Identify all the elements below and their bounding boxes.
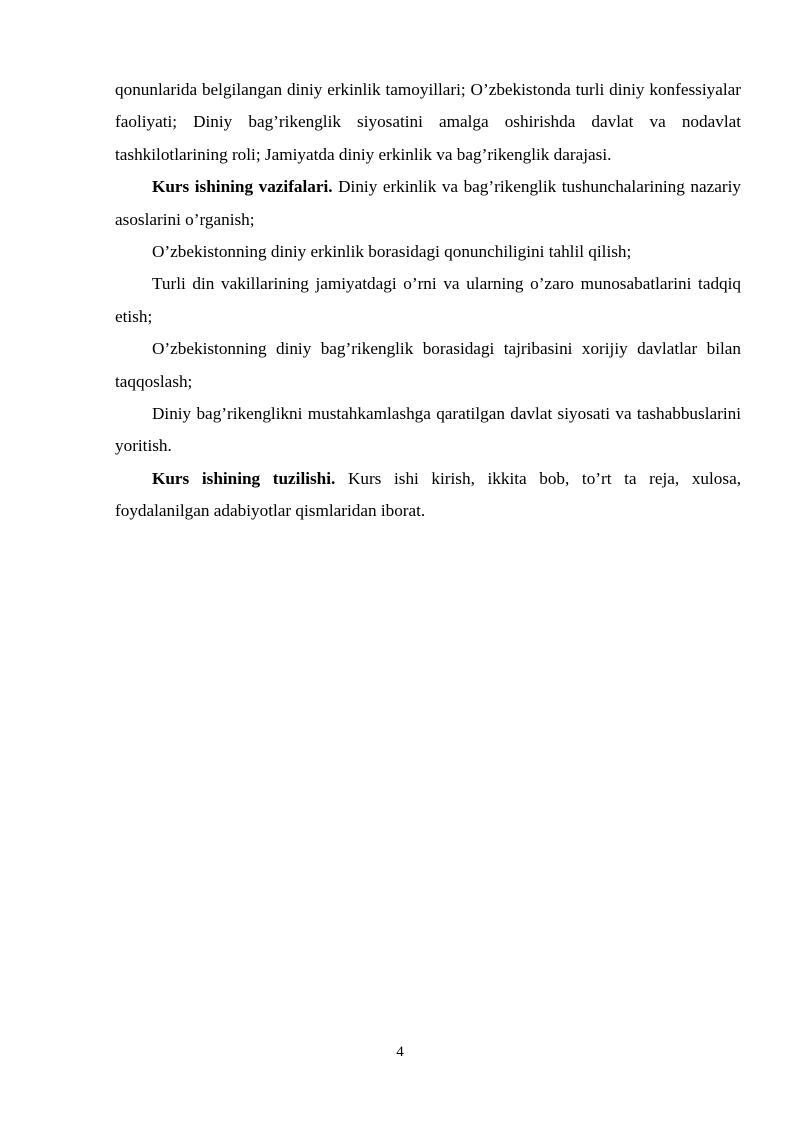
- paragraph-text: qonunlarida belgilangan diniy erkinlik tamoyillari; O’zbekistonda turli diniy konfessiyalar faoliyati; Diniy bag’rikenglik siyosatini amalga oshirishda davlat va nodavlat tashkilotlarining roli; Jamiyatda diniy erkinlik va bag’rikenglik darajasi.: [115, 80, 741, 164]
- paragraph-course-structure: [115, 463, 741, 528]
- paragraph-text: O’zbekistonning diniy bag’rikenglik borasidagi tajribasini xorijiy davlatlar bilan taqqoslash;: [115, 339, 741, 391]
- paragraph-text: O’zbekistonning diniy erkinlik borasidagi qonunchiligini tahlil qilish;: [152, 242, 632, 262]
- paragraph-text: Diniy erkinlik va bag’rikenglik tushunchalarining nazariy asoslarini o’rganish;: [115, 177, 741, 229]
- paragraph-heading: Kurs ishining tuzilishi.: [152, 468, 336, 488]
- page-number: 4: [396, 1044, 404, 1060]
- paragraph-course-tasks: [115, 171, 741, 236]
- paragraph-heading: Kurs ishining vazifalari.: [152, 177, 333, 197]
- paragraph-continuation: [115, 74, 741, 171]
- paragraph-task-item: [115, 333, 741, 398]
- paragraph-text: Turli din vakillarining jamiyatdagi o’rni va ularning o’zaro munosabatlarini tadqiq etish;: [115, 274, 741, 326]
- paragraph-text: Diniy bag’rikenglikni mustahkamlashga qaratilgan davlat siyosati va tashabbuslarini yoritish.: [115, 404, 741, 456]
- document-body: [115, 74, 741, 528]
- paragraph-text: Kurs ishi kirish, ikkita bob, to’rt ta reja, xulosa, foydalanilgan adabiyotlar qismlaridan iborat.: [115, 468, 742, 521]
- paragraph-task-item: [115, 398, 741, 463]
- paragraph-task-item: [115, 236, 741, 268]
- paragraph-task-item: [115, 268, 741, 333]
